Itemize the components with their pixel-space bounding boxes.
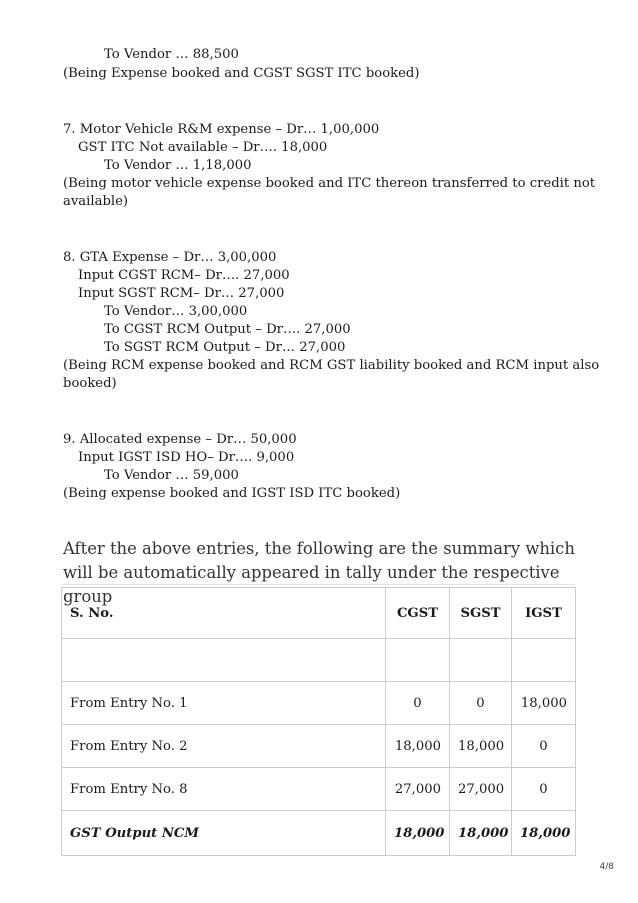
table-row <box>62 725 576 768</box>
total-sgst: 18,000 <box>450 811 512 856</box>
gst-summary-table <box>61 587 576 856</box>
entry-line: available) <box>63 194 129 209</box>
entry-line: Input IGST ISD HO– Dr…. 9,000 <box>78 450 295 465</box>
cell-sgst: 0 <box>450 682 512 725</box>
cell-cgst <box>386 639 450 682</box>
entry-line: (Being RCM expense booked and RCM GST liability booked and RCM input also <box>63 358 600 373</box>
header-sno: S. No. <box>62 588 386 639</box>
page-number: 4/8 <box>599 862 614 872</box>
entry-line: To Vendor … 59,000 <box>104 468 239 483</box>
table-row <box>62 639 576 682</box>
cell-sno: From Entry No. 8 <box>62 768 386 811</box>
table-total-row <box>62 811 576 856</box>
entry-line: To CGST RCM Output – Dr…. 27,000 <box>104 322 351 337</box>
entry-line: 9. Allocated expense – Dr… 50,000 <box>63 432 297 447</box>
entry-line: (Being expense booked and IGST ISD ITC booked) <box>63 486 401 501</box>
entry-line: 8. GTA Expense – Dr… 3,00,000 <box>63 250 277 265</box>
cell-igst: 0 <box>512 768 576 811</box>
table-header-row <box>62 588 576 639</box>
entry-line: booked) <box>63 376 117 391</box>
cell-sgst <box>450 639 512 682</box>
cell-cgst: 0 <box>386 682 450 725</box>
summary-paragraph: After the above entries, the following are the summary which will be automatically appeared in tally under the respective group <box>63 539 575 606</box>
header-sgst: SGST <box>450 588 512 639</box>
entry-line: Input SGST RCM– Dr… 27,000 <box>78 286 285 301</box>
entry-line: To Vendor … 88,500 <box>104 47 239 62</box>
table-row <box>62 768 576 811</box>
entry-line: 7. Motor Vehicle R&M expense – Dr… 1,00,000 <box>63 122 380 137</box>
cell-cgst: 27,000 <box>386 768 450 811</box>
cell-sgst: 18,000 <box>450 725 512 768</box>
entry-line: Input CGST RCM– Dr…. 27,000 <box>78 268 290 283</box>
total-cgst: 18,000 <box>386 811 450 856</box>
header-cgst: CGST <box>386 588 450 639</box>
entry-line: (Being Expense booked and CGST SGST ITC booked) <box>63 66 420 81</box>
entry-line: GST ITC Not available – Dr…. 18,000 <box>78 140 328 155</box>
entry-line: To SGST RCM Output – Dr… 27,000 <box>104 340 346 355</box>
cell-igst: 0 <box>512 725 576 768</box>
entry-line: (Being motor vehicle expense booked and ITC thereon transferred to credit not <box>63 176 596 191</box>
cell-sno <box>62 639 386 682</box>
cell-sgst: 27,000 <box>450 768 512 811</box>
cell-igst <box>512 639 576 682</box>
entry-line: To Vendor… 3,00,000 <box>104 304 248 319</box>
cell-sno: From Entry No. 2 <box>62 725 386 768</box>
header-igst: IGST <box>512 588 576 639</box>
divider <box>63 584 575 585</box>
entry-line: To Vendor … 1,18,000 <box>104 158 252 173</box>
cell-sno: From Entry No. 1 <box>62 682 386 725</box>
table-row <box>62 682 576 725</box>
total-igst: 18,000 <box>512 811 576 856</box>
cell-igst: 18,000 <box>512 682 576 725</box>
total-label: GST Output NCM <box>62 811 386 856</box>
cell-cgst: 18,000 <box>386 725 450 768</box>
